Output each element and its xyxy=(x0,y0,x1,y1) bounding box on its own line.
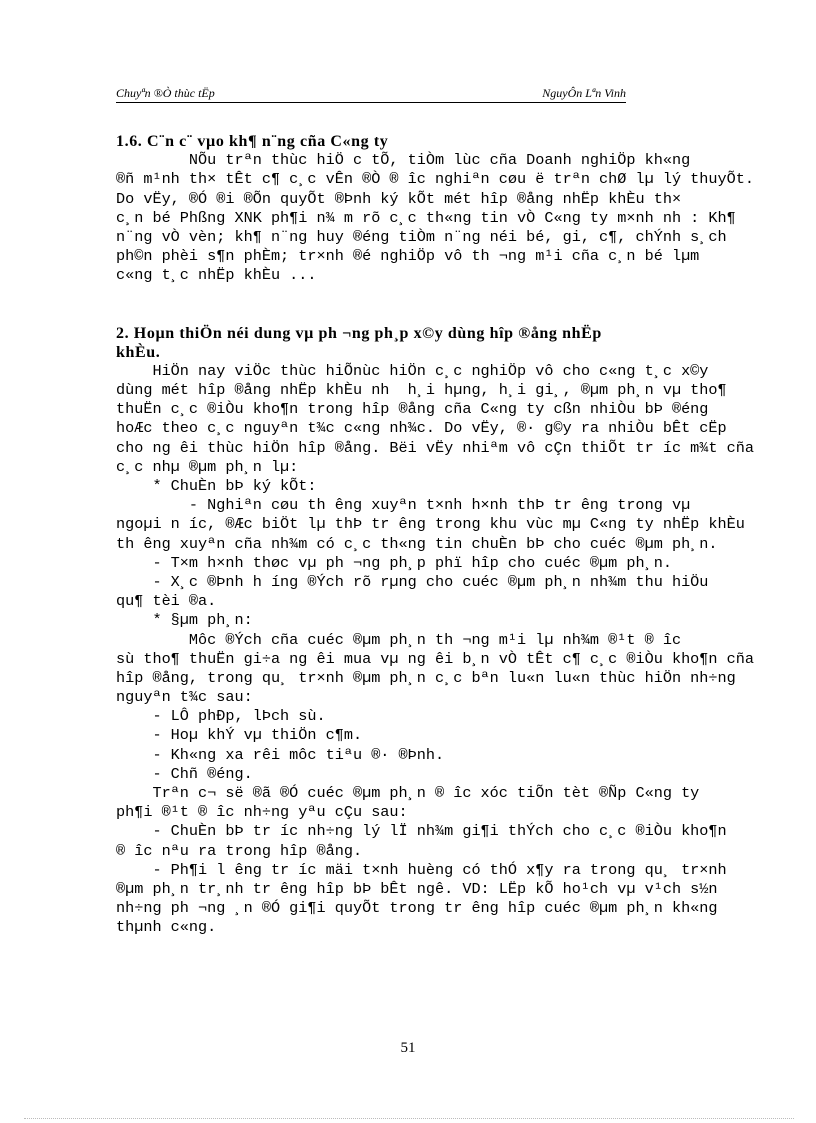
text-line: n¨ng vÒ vèn; kh¶ n¨ng huy ®éng tiÒm n¨ng néi bé, gi, c¶, chÝnh s¸ch xyxy=(116,227,727,246)
text-line: qu¶ tèi ®a. xyxy=(116,592,217,611)
text-line: sù tho¶ thuËn gi÷a ng êi mua vµ ng êi b¸n vÒ tÊt c¶ c¸c ®iÒu kho¶n cña xyxy=(116,649,754,668)
text-line: thuËn c¸c ®iÒu kho¶n trong hîp ®ång cña C«ng ty cßn nhiÒu bÞ ®éng xyxy=(116,400,709,419)
text-line: 2. Hoµn thiÖn néi dung vµ ph ¬ng ph¸p x©y dùng hîp ®ång nhËp xyxy=(116,324,602,342)
text-line: * ChuÈn bÞ ký kÕt: xyxy=(116,477,317,495)
section-1-paragraph xyxy=(116,151,772,285)
text-line: nguyªn t¾c sau: xyxy=(116,688,253,707)
text-line: Trªn c¬ së ®ã ®Ó cuéc ®µm ph¸n ® îc xóc tiÕn tèt ®Ñp C«ng ty xyxy=(116,784,700,802)
text-line: Do vËy, ®Ó ®i ®Õn quyÕt ®Þnh ký kÕt mét hîp ®ång nhËp khÈu th× xyxy=(116,189,682,208)
text-line: ® îc nªu ra trong hîp ®ång. xyxy=(116,841,363,860)
text-line: cho ng êi thùc hiÖn hîp ®ång. Bëi vËy nhiªm vô cÇn thiÕt tr íc m¾t cña xyxy=(116,438,754,457)
text-line: HiÖn nay viÖc thùc hiÕnùc hiÖn c¸c nghiÖp vô cho c«ng t¸c x©y xyxy=(116,361,709,380)
text-line: - ChuÈn bÞ tr íc nh÷ng lý lÏ nh¾m gi¶i thÝch cho c¸c ®iÒu kho¶n xyxy=(116,822,727,841)
text-line: nh÷ng ph ¬ng ¸n ®Ó gi¶i quyÕt trong tr êng hîp cuéc ®µm ph¸n kh«ng xyxy=(116,899,718,918)
section-2-heading xyxy=(116,324,772,362)
text-line: - T×m h×nh thøc vµ ph ¬ng ph¸p phï hîp cho cuéc ®µm ph¸n. xyxy=(116,553,672,572)
text-line: - Hoµ khÝ vµ thiÖn c¶m. xyxy=(116,726,363,745)
text-line: khÈu. xyxy=(116,343,161,361)
text-line: thµnh c«ng. xyxy=(116,918,217,937)
text-line: c¸n bé Phßng XNK ph¶i n¾ m rõ c¸c th«ng tin vÒ C«ng ty m×nh nh : Kh¶ xyxy=(116,208,736,227)
text-line: - Ph¶i l êng tr íc mäi t×nh huèng có thÓ x¶y ra trong qu¸ tr×nh xyxy=(116,860,727,879)
section-2-content xyxy=(116,362,772,938)
text-line: ®ñ m¹nh th× tÊt c¶ c¸c vÊn ®Ò ® îc nghiªn cøu ë trªn chØ lµ lý thuyÕt. xyxy=(116,170,754,189)
section-1-heading: 1.6. C¨n c¨ vµo kh¶ n¨ng cña C«ng ty xyxy=(116,133,389,150)
text-line: Môc ®Ých cña cuéc ®µm ph¸n th ¬ng m¹i lµ nh¾m ®¹t ® îc xyxy=(116,630,682,649)
text-line: * §µm ph¸n: xyxy=(116,611,253,630)
text-line: ph¶i ®¹t ® îc nh÷ng yªu cÇu sau: xyxy=(116,803,408,822)
page-header xyxy=(116,86,626,103)
page-number: 51 xyxy=(400,1040,416,1056)
text-line: th êng xuyªn cña nh¾m có c¸c th«ng tin chuÈn bÞ cho cuéc ®µm ph¸n. xyxy=(116,534,718,553)
document-body xyxy=(116,132,772,938)
text-line: dùng mét hîp ®ång nhËp khÈu nh h¸i hµng, h¸i gi¸, ®µm ph¸n vµ tho¶ xyxy=(116,381,727,400)
header-author: NguyÔn Lªn Vinh xyxy=(542,86,626,100)
header-title: Chuyªn ®Ò thùc tËp xyxy=(116,86,215,100)
text-line: - Chñ ®éng. xyxy=(116,764,253,783)
text-line: - LÔ phÐp, lÞch sù. xyxy=(116,707,326,726)
text-line: - X¸c ®Þnh h íng ®Ých rõ rµng cho cuéc ®µm ph¸n nh¾m thu hiÖu xyxy=(116,572,709,591)
text-line: hoÆc theo c¸c nguyªn t¾c c«ng nh¾c. Do vËy, ®· g©y ra nhiÒu bÊt cËp xyxy=(116,419,727,438)
text-line: c¸c nhµ ®µm ph¸n lµ: xyxy=(116,457,299,476)
section-spacer xyxy=(116,286,772,324)
text-line: ®µm ph¸n tr¸nh tr êng hîp bÞ bÊt ngê. VD: LËp kÕ ho¹ch vµ v¹ch s½n xyxy=(116,879,718,898)
text-line: ph©n phèi s¶n phÈm; tr×nh ®é nghiÖp vô th ¬ng m¹i cña c¸n bé lµm xyxy=(116,247,700,266)
text-line: - Kh«ng xa rêi môc tiªu ®· ®Þnh. xyxy=(116,745,445,764)
text-line: ngoµi n íc, ®Æc biÖt lµ thÞ tr êng trong khu vùc mµ C«ng ty nhËp khÈu xyxy=(116,515,745,534)
text-line: hîp ®ång, trong qu¸ tr×nh ®µm ph¸n c¸c bªn lu«n lu«n thùc hiÖn nh÷ng xyxy=(116,668,736,687)
text-line: c«ng t¸c nhËp khÈu ... xyxy=(116,266,317,285)
text-line: - Nghiªn cøu th êng xuyªn t×nh h×nh thÞ tr êng trong vµ xyxy=(116,496,691,515)
text-line: NÕu trªn thùc hiÖ c tÕ, tiÒm lùc cña Doanh nghiÖp kh«ng xyxy=(116,151,691,170)
page-bottom-rule xyxy=(24,1118,794,1119)
